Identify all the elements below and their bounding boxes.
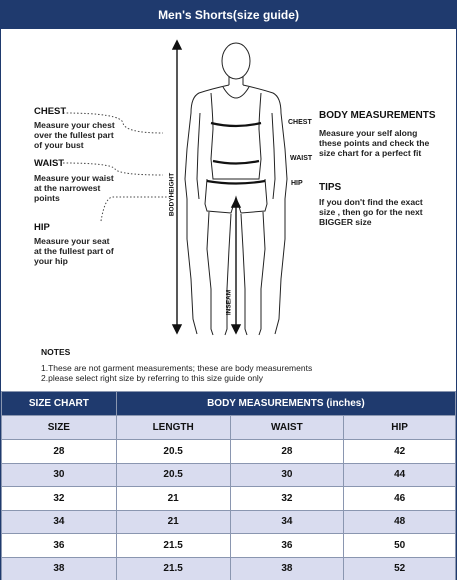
cell-hip: 48 (344, 510, 456, 534)
table-row (2, 463, 456, 487)
hip-band (207, 181, 265, 184)
cell-waist: 30 (230, 463, 344, 487)
cell-length: 21.5 (116, 534, 230, 558)
waist-text-1: Measure your waist (34, 173, 114, 183)
cell-size: 30 (2, 463, 117, 487)
table-row (2, 557, 456, 580)
tips-text-1: If you don't find the exact (319, 197, 423, 207)
cell-size: 28 (2, 440, 117, 464)
cell-waist: 34 (230, 510, 344, 534)
table-row (2, 534, 456, 558)
body-height-label: BODYHEIGHT (168, 172, 176, 217)
tips-heading: TIPS (319, 182, 342, 193)
size-chart-header: SIZE CHART (2, 392, 117, 416)
cell-length: 20.5 (116, 440, 230, 464)
body-measurements-text-3: size chart for a perfect fit (319, 148, 422, 158)
hip-text-2: at the fullest part of (34, 246, 114, 256)
cell-hip: 46 (344, 487, 456, 511)
waist-text-2: at the narrowest (34, 183, 101, 193)
body-measurements-text-2: these points and check the (319, 138, 430, 148)
inseam-label: INSEAM (225, 289, 233, 316)
chest-band (211, 123, 261, 126)
figure-chest-label: CHEST (288, 119, 312, 126)
table-row (2, 487, 456, 511)
page-title: Men's Shorts(size guide) (1, 1, 456, 29)
figure-head (222, 43, 250, 79)
tips-text-2: size , then go for the next (319, 207, 423, 217)
tips-text-3: BIGGER size (319, 217, 372, 227)
cell-hip: 42 (344, 440, 456, 464)
cell-length: 21 (116, 487, 230, 511)
table-row (2, 440, 456, 464)
waist-band (213, 161, 259, 164)
cell-hip: 52 (344, 557, 456, 580)
cell-waist: 36 (230, 534, 344, 558)
cell-size: 32 (2, 487, 117, 511)
waist-text-3: points (34, 193, 60, 203)
cell-hip: 44 (344, 463, 456, 487)
waist-heading: WAIST (34, 158, 65, 169)
chest-heading: CHEST (34, 106, 67, 117)
cell-hip: 50 (344, 534, 456, 558)
note-item-1: 1.These are not garment measurements; these are body measurements (41, 363, 313, 373)
cell-waist: 38 (230, 557, 344, 580)
figure-waist-label: WAIST (290, 155, 313, 162)
size-chart-table (1, 391, 456, 580)
cell-length: 20.5 (116, 463, 230, 487)
chest-text-3: of your bust (34, 140, 84, 150)
column-header-waist: WAIST (230, 416, 344, 440)
notes-heading: NOTES (41, 347, 71, 357)
cell-length: 21.5 (116, 557, 230, 580)
note-item-2: 2.please select right size by referring to this size guide only (41, 373, 264, 383)
cell-waist: 32 (230, 487, 344, 511)
hip-text-1: Measure your seat (34, 236, 110, 246)
cell-waist: 28 (230, 440, 344, 464)
column-header-length: LENGTH (116, 416, 230, 440)
cell-size: 36 (2, 534, 117, 558)
column-header-size: SIZE (2, 416, 117, 440)
cell-size: 38 (2, 557, 117, 580)
body-measurements-text-1: Measure your self along (319, 128, 418, 138)
column-header-hip: HIP (344, 416, 456, 440)
table-row (2, 510, 456, 534)
hip-text-3: your hip (34, 256, 68, 266)
hip-leader (101, 197, 169, 221)
body-measurements-heading: BODY MEASUREMENTS (319, 110, 436, 121)
cell-size: 34 (2, 510, 117, 534)
cell-length: 21 (116, 510, 230, 534)
body-measurements-header: BODY MEASUREMENTS (inches) (116, 392, 455, 416)
measurement-guide (1, 29, 456, 391)
chest-text-1: Measure your chest (34, 120, 115, 130)
figure-hip-label: HIP (291, 180, 303, 187)
hip-heading: HIP (34, 222, 50, 233)
chest-text-2: over the fullest part (34, 130, 114, 140)
